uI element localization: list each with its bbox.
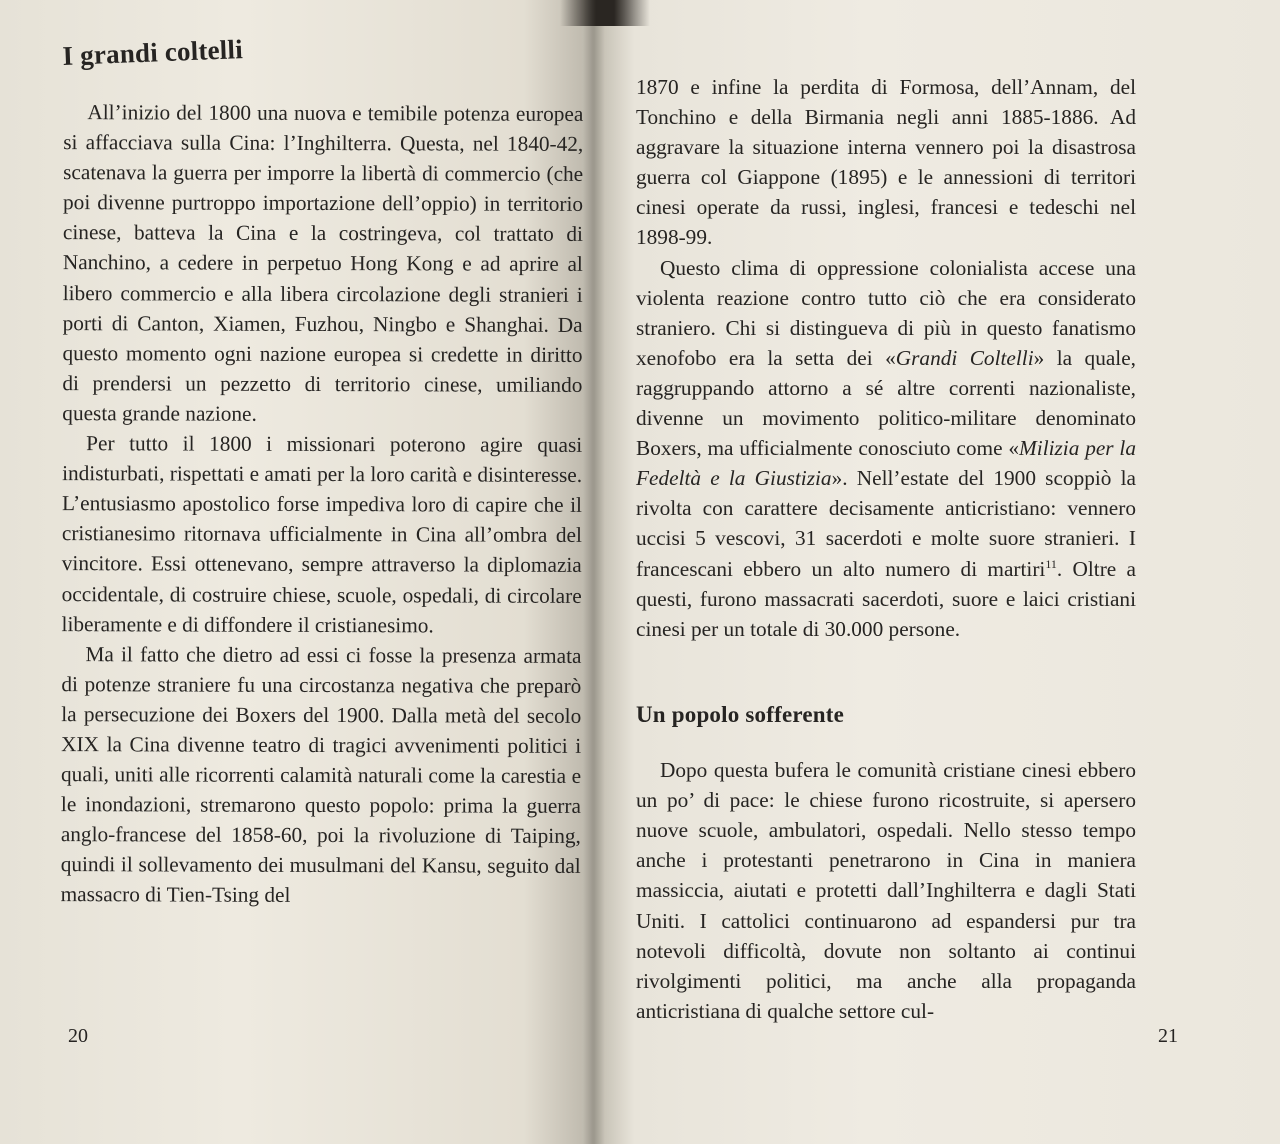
milizia-italic: Milizia per la Fedeltà e la Giustizia [636,436,1136,491]
right-paragraph-2-part-b: » la quale, raggruppando attorno a sé altre correnti nazionaliste, divenne un movimento politico-militare denominato Boxers, ma ufficialmente conosciuto come « [636,345,1136,461]
footnote-reference: 11 [1045,556,1057,571]
right-page-body [636,72,1136,644]
grandi-coltelli-italic: Grandi Coltelli [895,345,1034,370]
left-paragraph-3: Ma il fatto che dietro ad essi ci fosse la presenza armata di potenze straniere fu una circostanza negativa che preparò la persecuzione dei Boxers del 1900. Dalla metà del secolo XIX la Cina divenne teatro di tragici avvenimenti politici i quali, uniti alle ricorrenti calamità naturali come la carestia e le inondazioni, stremarono questo popolo: prima la guerra anglo-francese del 1858-60, poi la rivoluzione di Taiping, quindi il sollevamento dei musulmani del Kansu, seguito dal massacro di Tien-Tsing del [60,641,582,908]
right-paragraph-2-part-a: Questo clima di oppressione colonialista accese una violenta reazione contro tutto ciò che era considerato straniero. Chi si distingueva di più in questo fanatismo xenofobo era la setta dei « [636,255,1136,370]
right-page-number: 21 [1158,1025,1178,1047]
right-paragraph-continuation: 1870 e infine la perdita di Formosa, dell’Annam, del Tonchino e della Birmania negli anni 1885-1886. Ad aggravare la situazione interna vennero poi la disastrosa guerra col Giappone (1895) e le annessioni di territori cinesi operate da russi, inglesi, francesi e tedeschi nel 1898-99. [636,75,1136,250]
right-page-heading: Un popolo sofferente [636,701,845,727]
right-paragraph-3: Dopo questa bufera le comunità cristiane cinesi ebbero un po’ di pace: le chiese furono ricostruite, si apersero nuove scuole, ambulatori, ospedali. Nello stesso tempo anche i protestanti penetrarono in Cina in maniera massiccia, aiutati e protetti dall’Inghilterra e dagli Stati Uniti. I cattolici continuarono ad espandersi pur tra notevoli difficoltà, dovute non soltanto ai continui rivolgimenti politici, ma anche alla propaganda anticristiana di qualche settore cul- [636,758,1136,1023]
left-paragraph-1: All’inizio del 1800 una nuova e temibile potenza europea si affacciava sulla Cina: l’Inghilterra. Questa, nel 1840-42, scatenava la guerra per imporre la libertà di commercio (che poi divenne purtroppo importazione dell’oppio) in territorio cinese, batteva la Cina e la costringeva, col trattato di Nanchino, a cedere in perpetuo Hong Kong e ad aprire al libero commercio e alla libera circolazione degli stranieri i porti di Canton, Xiamen, Fuzhou, Ningbo e Shanghai. Da questo momento ogni nazione europea si credette in diritto di prendersi un pezzetto di territorio cinese, umiliando questa grande nazione. [62,99,584,426]
right-page-body-2 [636,755,1136,1026]
right-page [593,0,1280,1144]
book-gutter [583,0,605,1144]
left-page-heading: I grandi coltelli [61,34,244,71]
left-page-number: 20 [68,1025,88,1047]
left-paragraph-2: Per tutto il 1800 i missionari poterono agire quasi indisturbati, rispettati e amati per la loro carità e disinteresse. L’entusiasmo apostolico forse impediva loro di capire che il cristianesimo ritornava ufficialmente in Cina all’ombra del vincitore. Essi ottenevano, sempre attraverso la diplomazia occidentale, di costruire chiese, scuole, ospedali, di circolare liberamente e di diffondere il cristianesimo. [61,430,583,637]
right-paragraph-2 [636,253,1136,644]
right-paragraph-2-part-d: . Oltre a questi, furono massacrati sacerdoti, suore e laici cristiani cinesi per un totale di 30.000 persone. [636,556,1136,641]
left-page [0,0,595,1144]
right-paragraph-2-part-c: ». Nell’estate del 1900 scoppiò la rivolta con carattere decisamente anticristiano: vennero uccisi 5 vescovi, 31 sacerdoti e molte suore stranieri. I francescani ebbero un alto numero di martiri [636,466,1136,581]
left-page-body [61,97,584,911]
gutter-top-shadow [560,0,650,26]
